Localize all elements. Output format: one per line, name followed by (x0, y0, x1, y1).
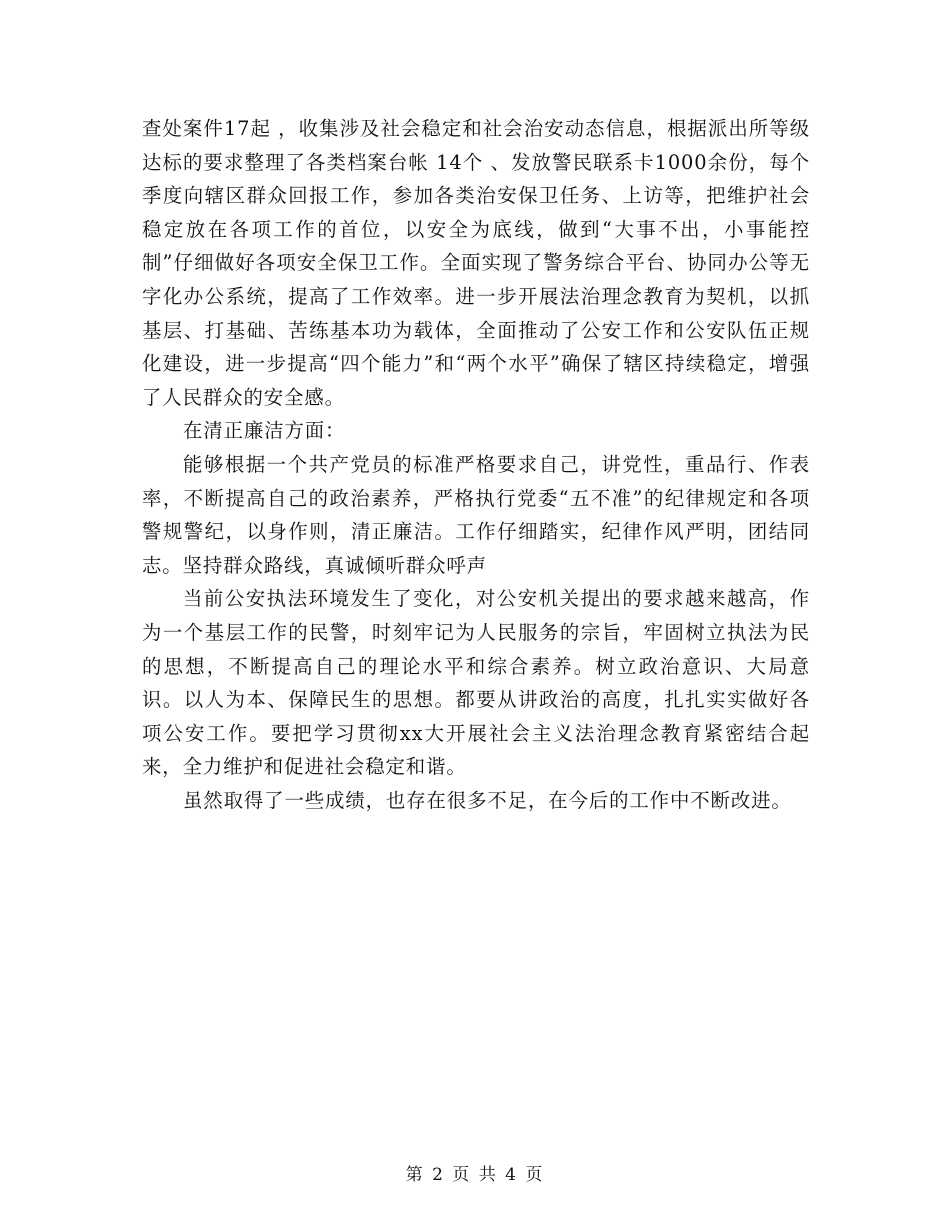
paragraph-integrity-heading: 在清正廉洁方面： (183, 419, 346, 443)
paragraph-law-enforcement: 当前公安执法环境发生了变化，对公安机关提出的要求越来越高，作为一个基层工作的民警，时刻牢记为人民服务的宗旨，牢固树立执法为民的思想，不断提高自己的理论水平和综合素养。树立政治意识、大局意识。以人为本、保障民生的思想。都要从讲政治的高度，扎扎实实做好各项公安工作。要把学习贯彻xx大开展社会主义法治理念教育紧密结合起来，全力维护和促进社会稳定和谐。 (142, 587, 810, 779)
paragraph-integrity-details: 能够根据一个共产党员的标准严格要求自己，讲党性，重品行、作表率，不断提高自己的政治素养，严格执行党委“五不准”的纪律规定和各项警规警纪，以身作则，清正廉洁。工作仔细踏实，纪律作风严明，团结同志。坚持群众路线，真诚倾听群众呼声 (142, 452, 810, 577)
paragraph-case-summary: 查处案件17起 ，收集涉及社会稳定和社会治安动态信息，根据派出所等级达标的要求整理了各类档案台帐 14个 、发放警民联系卡1000余份，每个季度向辖区群众回报工作，参加各类治安保卫任务、上访等，把维护社会稳定放在各项工作的首位，以安全为底线，做到“大事不出，小事能控制”仔细做好各项安全保卫工作。全面实现了警务综合平台、协同办公等无字化办公系统，提高了工作效率。进一步开展法治理念教育为契机，以抓基层、打基础、苦练基本功为载体，全面推动了公安工作和公安队伍正规化建设，进一步提高“四个能力”和“两个水平”确保了辖区持续稳定，增强了人民群众的安全感。 (142, 117, 810, 409)
document-body (142, 112, 810, 817)
paragraph-conclusion: 虽然取得了一些成绩，也存在很多不足，在今后的工作中不断改进。 (183, 788, 792, 812)
page-number-label: 第 2 页 共 4 页 (405, 1165, 545, 1185)
page-footer (0, 1160, 950, 1185)
